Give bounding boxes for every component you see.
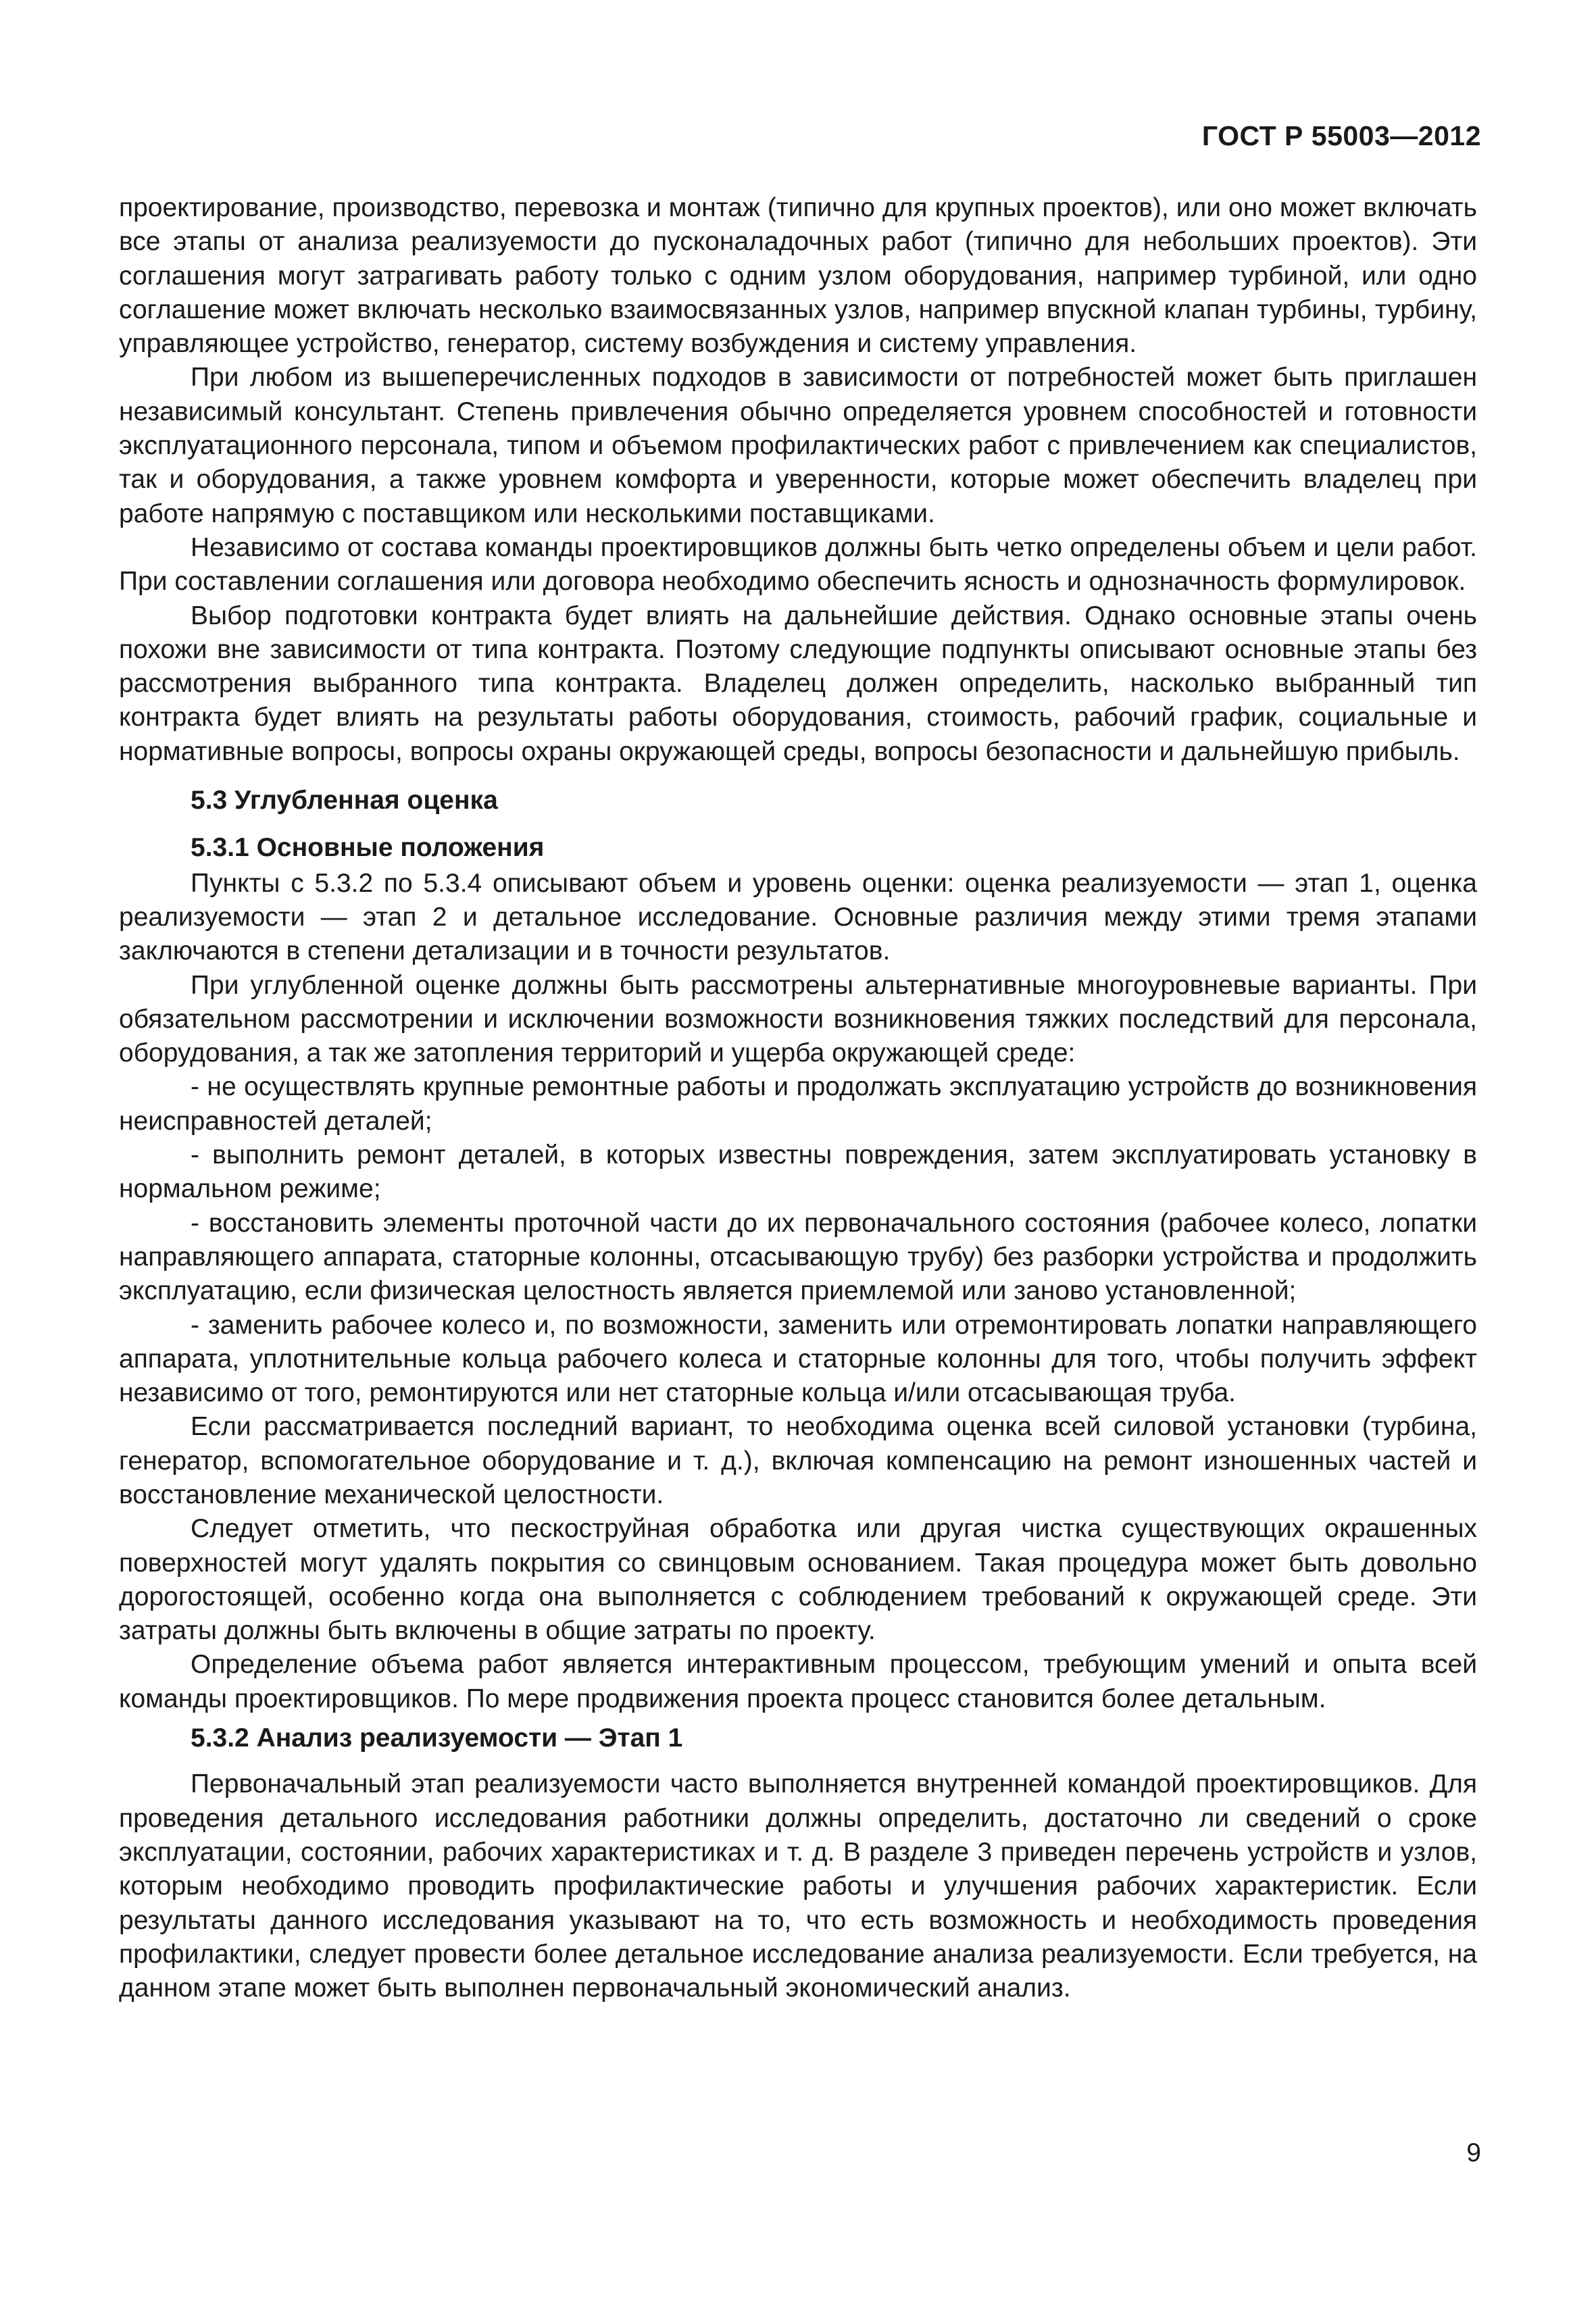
paragraph-sandblasting: Следует отметить, что пескоструйная обработка или другая чистка существующих окрашенных поверхностей могут удалять покрытия со свинцовым основанием. Такая процедура может быть довольно дорогостоящей, особенно когда она выполняется с соблюдением требований к окружающей среде. Эти затраты должны быть включены в общие затраты по проекту.: [119, 1514, 1477, 1646]
list-item-option-1: - не осуществлять крупные ремонтные работы и продолжать эксплуатацию устройств до возникновения неисправностей деталей;: [119, 1072, 1477, 1136]
list-item-option-4: - заменить рабочее колесо и, по возможности, заменить или отремонтировать лопатки направляющего аппарата, уплотнительные кольца рабочего колеса и статорные колонны для того, чтобы получить эффект независимо от того, ремонтируются или нет статорные кольца и/или отсасывающая труба.: [119, 1310, 1477, 1408]
paragraph-continued: проектирование, производство, перевозка и монтаж (типично для крупных проектов), или оно может включать все этапы от анализа реализуемости до пусконаладочных работ (типично для небольших проектов). Эти соглашения могут затрагивать работу только с одним узлом оборудования, например турбиной, или одно соглашение может включать несколько взаимосвязанных узлов, например впускной клапан турбины, турбину, управляющее устройство, генератор, систему возбуждения и систему управления.: [119, 193, 1477, 359]
list-item-option-2: - выполнить ремонт деталей, в которых известны повреждения, затем эксплуатировать установку в нормальном режиме;: [119, 1140, 1477, 1204]
paragraph-consultant: При любом из вышеперечисленных подходов в зависимости от потребностей может быть приглашен независимый консультант. Степень привлечения обычно определяется уровнем способностей и готовности эксплуатационного персонала, типом и объемом профилактических работ с привлечением как специалистов, так и оборудования, а также уровнем комфорта и уверенности, которые может обеспечить владелец при работе напрямую с поставщиком или несколькими поставщиками.: [119, 363, 1477, 528]
standard-id-header: ГОСТ Р 55003—2012: [1201, 120, 1481, 151]
section-heading-5-3: 5.3 Углубленная оценка: [191, 786, 498, 815]
paragraph-overview: Пункты с 5.3.2 по 5.3.4 описывают объем и уровень оценки: оценка реализуемости — этап 1, оценка реализуемости — этап 2 и детальное исследование. Основные различия между этими тремя этапами заключаются в степени детализации и в точности результатов.: [119, 868, 1477, 966]
paragraph-alternatives: При углубленной оценке должны быть рассмотрены альтернативные многоуровневые варианты. При обязательном рассмотрении и исключении возможности возникновения тяжких последствий для персонала, оборудования, а так же затопления территорий и ущерба окружающей среде:: [119, 970, 1477, 1068]
section-heading-5-3-1: 5.3.1 Основные положения: [191, 833, 545, 863]
list-item-option-3: - восстановить элементы проточной части до их первоначального состояния (рабочее колесо, лопатки направляющего аппарата, статорные колонны, отсасывающую трубу) без разборки устройства и продолжить эксплуатацию, если физическая целостность является приемлемой или заново установленной;: [119, 1208, 1477, 1306]
paragraph-feasibility-stage-1: Первоначальный этап реализуемости часто выполняется внутренней командой проектировщиков. Для проведения детального исследования работники должны определить, достаточно ли сведений о сроке эксплуатации, состоянии, рабочих характеристиках и т. д. В разделе 3 приведен перечень устройств и узлов, которым необходимо проводить профилактические работы и улучшения рабочих характеристик. Если результаты данного исследования указывают на то, что есть возможность и необходимость проведения профилактики, следует провести более детальное исследование анализа реализуемости. Если требуется, на данном этапе может быть выполнен первоначальный экономический анализ.: [119, 1769, 1477, 2003]
section-heading-5-3-2: 5.3.2 Анализ реализуемости — Этап 1: [191, 1724, 683, 1753]
paragraph-contract: Выбор подготовки контракта будет влиять на дальнейшие действия. Однако основные этапы очень похожи вне зависимости от типа контракта. Поэтому следующие подпункты описывают основные этапы без рассмотрения выбранного типа контракта. Владелец должен определить, насколько выбранный тип контракта будет влиять на результаты работы оборудования, стоимость, рабочий график, социальные и нормативные вопросы, вопросы охраны окружающей среды, вопросы безопасности и дальнейшую прибыль.: [119, 601, 1477, 766]
paragraph-scope-definition: Определение объема работ является интерактивным процессом, требующим умений и опыта всей команды проектировщиков. По мере продвижения проекта процесс становится более детальным.: [119, 1650, 1477, 1713]
paragraph-last-option: Если рассматривается последний вариант, то необходима оценка всей силовой установки (турбина, генератор, вспомогательное оборудование и т. д.), включая компенсацию на ремонт изношенных частей и восстановление механической целостности.: [119, 1412, 1477, 1509]
document-body: [119, 191, 1477, 2005]
page-number: 9: [1466, 2138, 1481, 2167]
paragraph-scope: Независимо от состава команды проектировщиков должны быть четко определены объем и цели работ. При составлении соглашения или договора необходимо обеспечить ясность и однозначность формулировок.: [119, 532, 1477, 597]
